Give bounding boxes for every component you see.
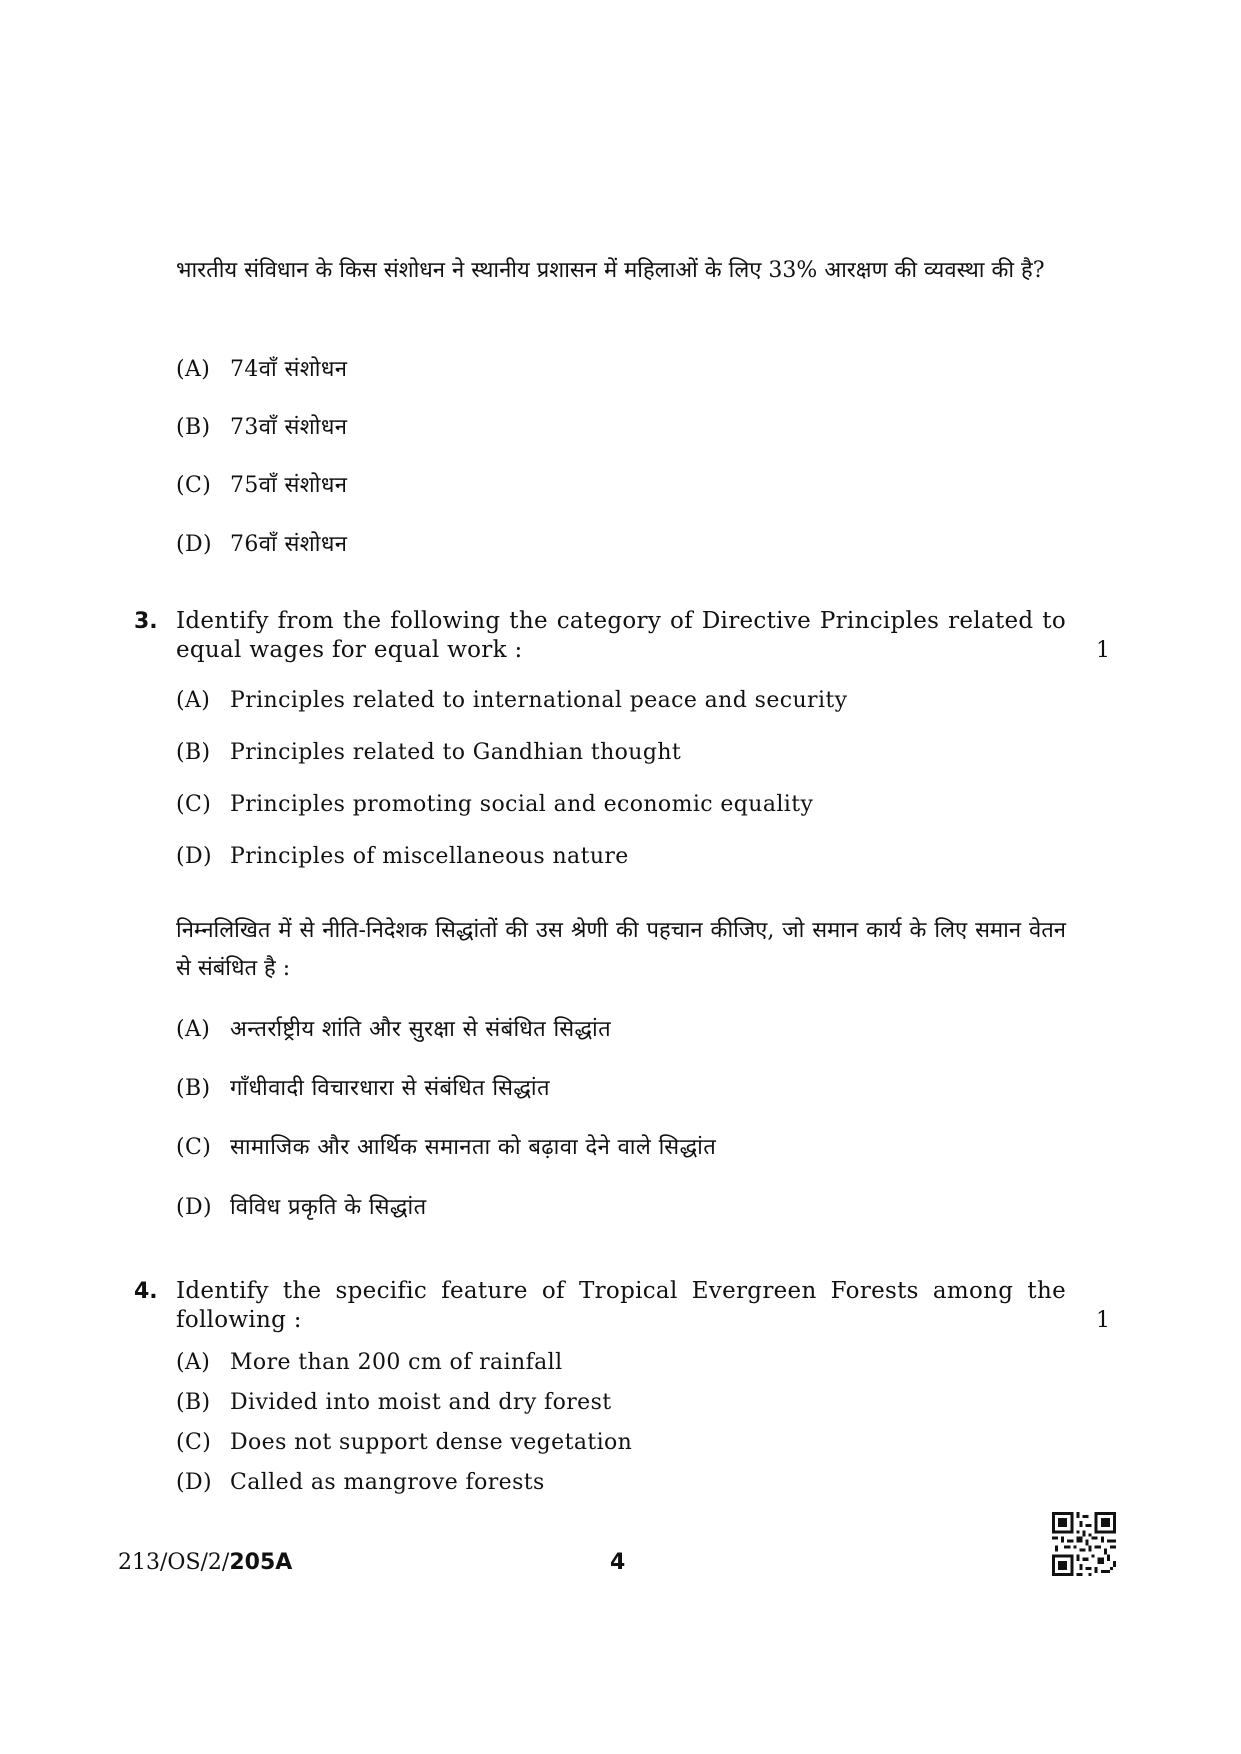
paper-code — [118, 1550, 292, 1575]
paper-code-prefix: 213/OS/2/ — [118, 1550, 230, 1575]
qr-code-icon — [1052, 1512, 1116, 1576]
q3-hindi-option-d — [176, 1191, 427, 1221]
q2-hindi-option-c — [176, 469, 347, 499]
option-text: 73वाँ संशोधन — [230, 415, 348, 440]
question-text: Identify from the following the category of Directive Principles related to equal wages for equal work : — [176, 608, 1066, 663]
option-label: (B) — [176, 740, 211, 765]
option-label: (C) — [176, 1430, 212, 1455]
q3-option-c — [176, 792, 813, 817]
q3-hindi-option-b — [176, 1072, 550, 1102]
option-text: Principles related to Gandhian thought — [230, 740, 682, 765]
option-label: (A) — [176, 1017, 211, 1042]
page-number: 4 — [610, 1550, 626, 1575]
question-text: Identify the specific feature of Tropical Evergreen Forests among the following : — [176, 1278, 1066, 1333]
option-text: Divided into moist and dry forest — [230, 1390, 612, 1415]
option-label: (A) — [176, 357, 211, 382]
q2-hindi-option-a — [176, 353, 347, 383]
q3-option-a — [176, 688, 847, 713]
q4-option-a — [176, 1350, 563, 1375]
question-number: 4. — [134, 1279, 158, 1304]
q4-option-c — [176, 1430, 632, 1455]
option-label: (D) — [176, 1470, 213, 1495]
q3-option-b — [176, 740, 681, 765]
option-text: सामाजिक और आर्थिक समानता को बढ़ावा देने वाले सिद्धांत — [230, 1135, 717, 1160]
option-text: 74वाँ संशोधन — [230, 357, 348, 382]
question-number: 3. — [134, 609, 158, 634]
option-label: (D) — [176, 532, 213, 557]
option-label: (D) — [176, 1195, 213, 1220]
q2-hindi-option-b — [176, 411, 347, 441]
option-label: (A) — [176, 1350, 211, 1375]
q4-option-b — [176, 1390, 612, 1415]
option-label: (A) — [176, 688, 211, 713]
marks: 1 — [1096, 638, 1110, 663]
option-text: Does not support dense vegetation — [230, 1430, 633, 1455]
q3-hindi-option-a — [176, 1013, 611, 1043]
option-label: (C) — [176, 792, 212, 817]
option-text: गाँधीवादी विचारधारा से संबंधित सिद्धांत — [230, 1076, 550, 1101]
marks: 1 — [1096, 1308, 1110, 1333]
option-text: Principles related to international peace and security — [230, 688, 848, 713]
option-label: (C) — [176, 1135, 212, 1160]
option-label: (B) — [176, 1076, 211, 1101]
q3-option-d — [176, 844, 629, 869]
option-text: Principles of miscellaneous nature — [230, 844, 629, 869]
option-text: 76वाँ संशोधन — [230, 532, 348, 557]
option-text: More than 200 cm of rainfall — [230, 1350, 563, 1375]
option-text: 75वाँ संशोधन — [230, 473, 348, 498]
option-label: (B) — [176, 415, 211, 440]
q2-hindi-option-d — [176, 528, 347, 558]
q3-hindi-option-c — [176, 1131, 716, 1161]
option-text: अन्तर्राष्ट्रीय शांति और सुरक्षा से संबंधित सिद्धांत — [230, 1017, 612, 1042]
option-text: विविध प्रकृति के सिद्धांत — [230, 1195, 427, 1220]
option-text: Called as mangrove forests — [230, 1470, 545, 1495]
paper-code-bold: 205A — [229, 1550, 293, 1575]
q3-hindi-text: निम्नलिखित में से नीति-निदेशक सिद्धांतों की उस श्रेणी की पहचान कीजिए, जो समान कार्य के लिए समान वेतन से संबंधित है : — [176, 918, 1066, 981]
option-text: Principles promoting social and economic equality — [230, 792, 814, 817]
question-3 — [130, 607, 1110, 665]
option-label: (D) — [176, 844, 213, 869]
q2-hindi-text: भारतीय संविधान के किस संशोधन ने स्थानीय प्रशासन में महिलाओं के लिए 33% आरक्षण की व्यवस्था की है? — [176, 258, 1045, 283]
option-label: (B) — [176, 1390, 211, 1415]
q4-option-d — [176, 1470, 545, 1495]
question-4 — [130, 1277, 1110, 1335]
option-label: (C) — [176, 473, 212, 498]
